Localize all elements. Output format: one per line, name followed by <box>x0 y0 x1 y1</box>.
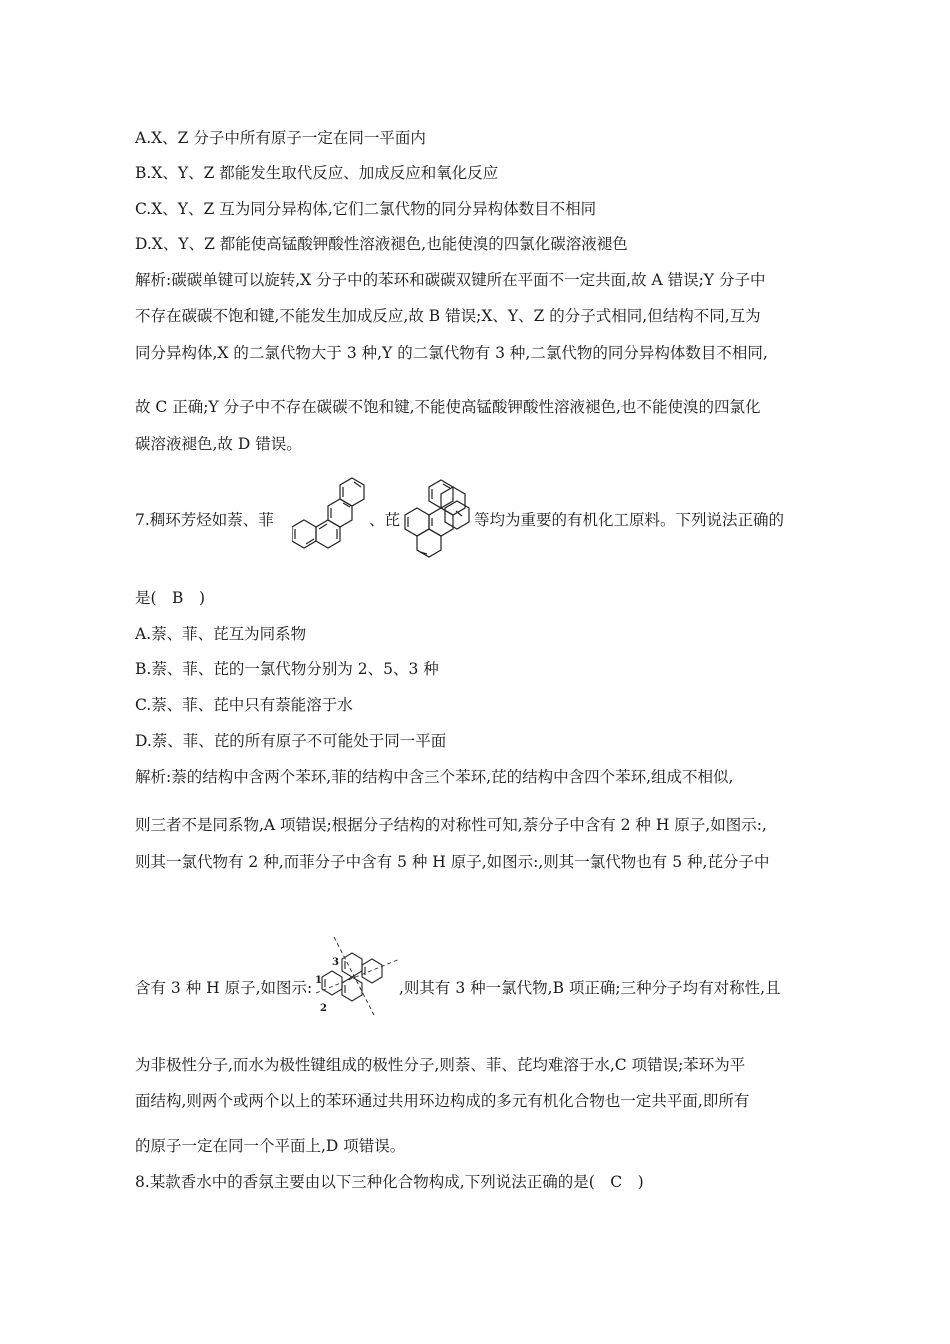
q6-option-b: B.X、Y、Z 都能发生取代反应、加成反应和氧化反应 <box>135 164 499 182</box>
q7-option-b: B.萘、菲、芘的一氯代物分别为 2、5、3 种 <box>135 660 439 678</box>
q6-analysis-line: 解析:碳碳单键可以旋转,X 分子中的苯环和碳碳双键所在平面不一定共面,故 A 错误;Y 分子中 <box>135 271 766 289</box>
q7-analysis-tail: 面结构,则两个或两个以上的苯环通过共用环边构成的多元有机化合物也一定共平面,即所有 <box>135 1092 750 1110</box>
q7-stem-part3: 等均为重要的有机化工原料。下列说法正确的 <box>474 511 785 529</box>
q7-stem-line2: 是( B ) <box>135 589 205 607</box>
q7-option-a: A.萘、菲、芘互为同系物 <box>135 625 307 643</box>
q7-analysis-line: 则其一氯代物有 2 种,而菲分子中含有 5 种 H 原子,如图示:,则其一氯代物也有 5 种,芘分子中 <box>135 853 770 871</box>
q6-analysis-line: 故 C 正确;Y 分子中不存在碳碳不饱和键,不能使高锰酸钾酸性溶液褪色,也不能使溴的四氯化 <box>135 398 761 416</box>
q6-option-a: A.X、Z 分子中所有原子一定在同一平面内 <box>135 129 426 147</box>
q8-stem: 8.某款香水中的香氛主要由以下三种化合物构成,下列说法正确的是( C ) <box>135 1173 644 1191</box>
q7-option-c: C.萘、菲、芘中只有萘能溶于水 <box>135 696 353 714</box>
q7-analysis-line: 解析:萘的结构中含两个苯环,菲的结构中含三个苯环,芘的结构中含四个苯环,组成不相似, <box>135 768 734 786</box>
phenanthrene-structure <box>292 474 368 558</box>
q6-option-d: D.X、Y、Z 都能使高锰酸钾酸性溶液褪色,也能使溴的四氯化碳溶液褪色 <box>135 235 628 253</box>
q7-analysis-pyrene-after: ,则其有 3 种一氯代物,B 项正确;三种分子均有对称性,且 <box>399 979 781 997</box>
q7-stem-part1: 7.稠环芳烃如萘、菲 <box>135 511 274 529</box>
figure-label-2: 2 <box>320 1003 327 1014</box>
q7-analysis-tail: 为非极性分子,而水为极性键组成的极性分子,则萘、菲、芘均难溶于水,C 项错误;苯环为平 <box>135 1056 746 1074</box>
q6-analysis-line: 同分异构体,X 的二氯代物大于 3 种,Y 的二氯代物有 3 种,二氯代物的同分异构体数目不相同, <box>135 344 768 362</box>
q6-analysis-line: 不存在碳碳不饱和键,不能发生加成反应,故 B 错误;X、Y、Z 的分子式相同,但结构不同,互为 <box>135 307 761 325</box>
q7-analysis-line: 则三者不是同系物,A 项错误;根据分子结构的对称性可知,萘分子中含有 2 种 H 原子,如图示:, <box>135 816 767 834</box>
q7-stem-part2: 、芘 <box>369 511 401 529</box>
q7-option-d: D.萘、菲、芘的所有原子不可能处于同一平面 <box>135 732 447 750</box>
q6-option-c: C.X、Y、Z 互为同分异构体,它们二氯代物的同分异构体数目不相同 <box>135 200 597 218</box>
q6-analysis-line: 碳溶液褪色,故 D 错误。 <box>135 435 302 453</box>
figure-label-3: 3 <box>332 957 339 968</box>
q7-analysis-tail: 的原子一定在同一个平面上,D 项错误。 <box>135 1137 406 1155</box>
figure-label-1: 1 <box>315 975 322 986</box>
q7-analysis-pyrene-before: 含有 3 种 H 原子,如图示: <box>135 979 313 997</box>
pyrene-structure <box>396 478 474 558</box>
pyrene-symmetry-figure <box>312 935 404 1017</box>
